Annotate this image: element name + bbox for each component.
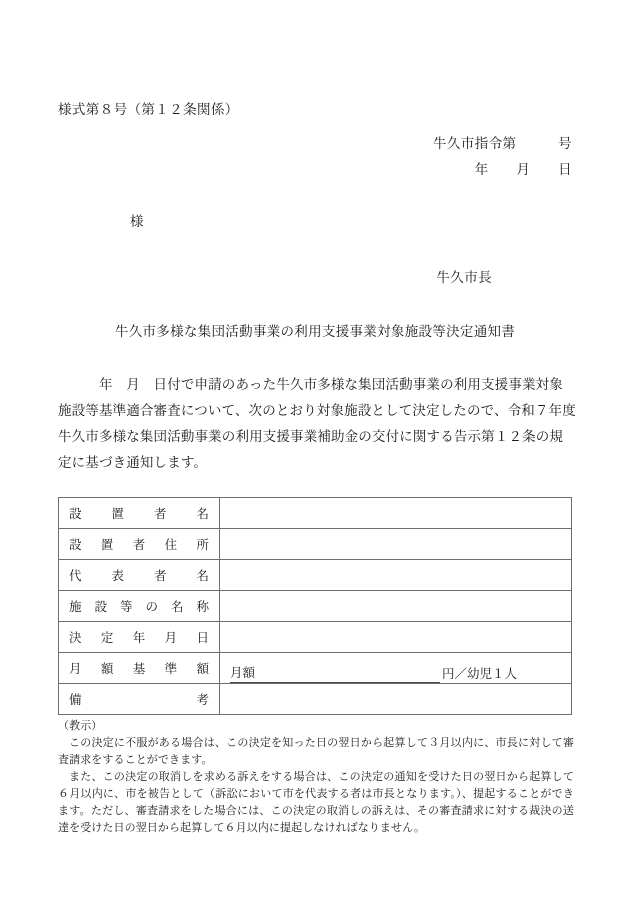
row-value-installer-name[interactable]	[220, 498, 572, 529]
table-row	[59, 529, 572, 560]
row-value-representative-name[interactable]	[220, 560, 572, 591]
addressee-line: 様	[130, 214, 144, 229]
row-value-remarks[interactable]	[220, 684, 572, 715]
monthly-fee-entry	[226, 653, 565, 683]
notice-heading: （教示）	[58, 720, 103, 732]
row-label-decision-date: 決定年月日	[59, 622, 220, 653]
body-line: 施設等基準適合審査について、次のとおり対象施設として決定したので、令和７年度	[58, 403, 576, 418]
notice-section	[58, 718, 574, 837]
notice-paragraph: この決定に不服がある場合は、この決定を知った日の翌日から起算して３月以内に、市長に対して審査請求をすることができます。	[58, 737, 574, 766]
table-row	[59, 622, 572, 653]
form-number: 様式第８号（第１２条関係）	[58, 102, 239, 117]
monthly-fee-amount-input[interactable]	[255, 653, 440, 683]
decision-info-table	[58, 497, 572, 715]
document-number: 牛久市指令第 号	[433, 136, 572, 151]
row-label-facility-name: 施設等の名称	[59, 591, 220, 622]
table-row	[59, 684, 572, 715]
row-label-remarks: 備考	[59, 684, 220, 715]
row-label-installer-address: 設置者住所	[59, 529, 220, 560]
document-date: 年 月 日	[474, 162, 572, 177]
table-row	[59, 653, 572, 684]
page-title: 牛久市多様な集団活動事業の利用支援事業対象施設等決定通知書	[114, 324, 516, 339]
body-text	[58, 372, 574, 476]
row-label-installer-name: 設置者名	[59, 498, 220, 529]
notice-paragraph: また、この決定の取消しを求める訴えをする場合は、この決定の通知を受けた日の翌日から起算して６月以内に、市を被告として（訴訟において市を代表する者は市長となります。）、提起することができます。ただし、審査請求をした場合には、この決定の取消しの訴えは、その審査請求に対する裁決の送達を受けた日の翌日から起算して６月以内に提起しなければなりません。	[58, 771, 574, 834]
row-value-monthly-standard-amount	[220, 653, 572, 684]
table-row	[59, 591, 572, 622]
row-label-monthly-standard-amount: 月額基準額	[59, 653, 220, 684]
issuer-name: 牛久市長	[436, 270, 492, 285]
monthly-fee-label: 月額	[230, 663, 255, 683]
table-row	[59, 560, 572, 591]
monthly-fee-unit: 円／幼児１人	[442, 667, 518, 681]
body-line: 定に基づき通知します。	[58, 455, 208, 470]
row-value-installer-address[interactable]	[220, 529, 572, 560]
table-row	[59, 498, 572, 529]
body-line: 年 月 日付で申請のあった牛久市多様な集団活動事業の利用支援事業対象	[58, 377, 563, 392]
row-label-representative-name: 代表者名	[59, 560, 220, 591]
row-value-decision-date[interactable]	[220, 622, 572, 653]
row-value-facility-name[interactable]	[220, 591, 572, 622]
body-line: 牛久市多様な集団活動事業の利用支援事業補助金の交付に関する告示第１２条の規	[58, 429, 564, 444]
